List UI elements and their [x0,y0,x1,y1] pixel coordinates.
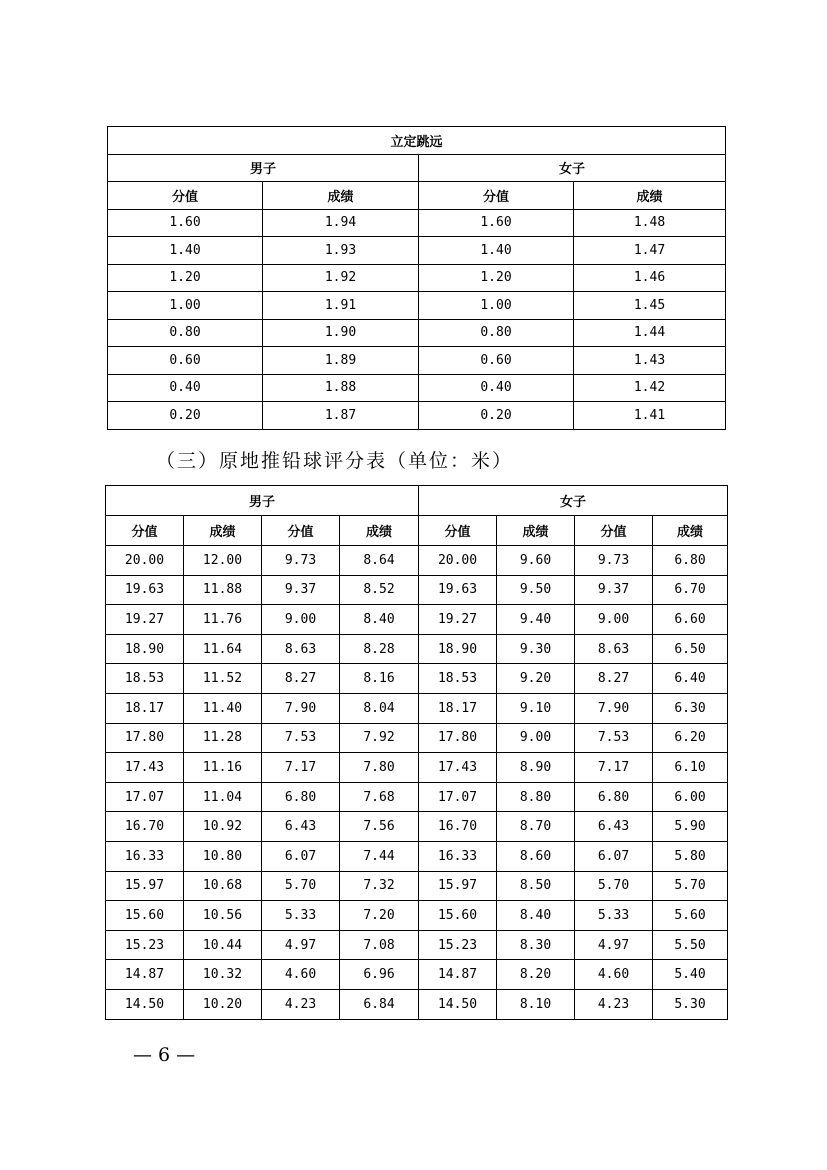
table-cell: 20.00 [106,546,184,576]
table-cell: 11.16 [184,753,262,783]
table-row [108,292,726,320]
table-row [106,782,728,812]
table-cell: 6.80 [653,546,728,576]
table-cell: 5.50 [653,930,728,960]
table-cell: 5.33 [575,901,653,931]
table-cell: 18.17 [419,693,497,723]
table-cell: 6.40 [653,664,728,694]
table-cell: 6.00 [653,782,728,812]
table-cell: 1.90 [263,319,419,347]
table-cell: 1.47 [574,237,726,265]
table-cell: 6.43 [262,812,340,842]
column-header: 分值 [575,516,653,546]
table-cell: 4.60 [262,960,340,990]
table-cell: 4.23 [575,989,653,1019]
table-cell: 8.70 [497,812,575,842]
table-cell: 10.44 [184,930,262,960]
table-cell: 10.32 [184,960,262,990]
table-cell: 1.41 [574,402,726,430]
table-cell: 6.84 [340,989,419,1019]
table-row [108,319,726,347]
table-cell: 8.90 [497,753,575,783]
table-cell: 8.64 [340,546,419,576]
table-cell: 4.97 [262,930,340,960]
table-cell: 10.92 [184,812,262,842]
table-cell: 1.60 [419,209,574,237]
table-cell: 4.23 [262,989,340,1019]
table-cell: 7.44 [340,841,419,871]
table-cell: 6.50 [653,634,728,664]
table-cell: 9.73 [575,546,653,576]
table-title: 立定跳远 [108,127,726,155]
group-header-female: 女子 [419,486,728,516]
column-header: 成绩 [184,516,262,546]
table-cell: 15.60 [419,901,497,931]
column-header: 成绩 [653,516,728,546]
table-cell: 5.70 [575,871,653,901]
table-cell: 7.32 [340,871,419,901]
standing-long-jump-table [107,126,726,430]
table-cell: 0.60 [108,347,263,375]
table-cell: 9.00 [497,723,575,753]
table-cell: 5.33 [262,901,340,931]
table-cell: 4.60 [575,960,653,990]
table-row [108,374,726,402]
table-cell: 9.40 [497,605,575,635]
column-header: 分值 [419,182,574,210]
shot-put-table [105,485,728,1020]
table-cell: 0.20 [419,402,574,430]
table-cell: 6.30 [653,693,728,723]
table-cell: 7.90 [575,693,653,723]
table-cell: 18.90 [106,634,184,664]
table-cell: 7.53 [575,723,653,753]
table-row [106,753,728,783]
table-cell: 8.10 [497,989,575,1019]
table-cell: 0.40 [419,374,574,402]
table-cell: 8.20 [497,960,575,990]
table-cell: 0.60 [419,347,574,375]
table-cell: 1.91 [263,292,419,320]
table-cell: 16.70 [419,812,497,842]
table-cell: 8.28 [340,634,419,664]
table-cell: 6.10 [653,753,728,783]
table-cell: 9.60 [497,546,575,576]
table-cell: 0.40 [108,374,263,402]
table-cell: 6.96 [340,960,419,990]
group-header-male: 男子 [108,154,419,182]
table-cell: 20.00 [419,546,497,576]
table-cell: 1.46 [574,264,726,292]
table-cell: 1.48 [574,209,726,237]
table-row [106,930,728,960]
table-cell: 1.44 [574,319,726,347]
table-cell: 10.56 [184,901,262,931]
page-number: — 6 — [133,1044,196,1066]
table-cell: 19.63 [419,575,497,605]
table-row [106,546,728,576]
table-cell: 7.20 [340,901,419,931]
table-row [106,871,728,901]
table-row [106,634,728,664]
table-cell: 0.80 [419,319,574,347]
column-header: 成绩 [263,182,419,210]
table-cell: 0.80 [108,319,263,347]
table-cell: 1.87 [263,402,419,430]
table-row [106,901,728,931]
column-header: 成绩 [574,182,726,210]
column-header: 分值 [262,516,340,546]
table-cell: 8.27 [262,664,340,694]
table-cell: 1.88 [263,374,419,402]
table-cell: 10.68 [184,871,262,901]
table-cell: 1.00 [419,292,574,320]
table-cell: 7.08 [340,930,419,960]
table-cell: 11.88 [184,575,262,605]
table-cell: 1.92 [263,264,419,292]
table-cell: 8.27 [575,664,653,694]
table-cell: 14.50 [106,989,184,1019]
table-row [106,723,728,753]
table-cell: 5.60 [653,901,728,931]
table-cell: 8.63 [262,634,340,664]
table-cell: 17.43 [106,753,184,783]
table-cell: 7.68 [340,782,419,812]
table-cell: 15.23 [106,930,184,960]
table-cell: 16.70 [106,812,184,842]
table-cell: 6.07 [262,841,340,871]
table-cell: 1.42 [574,374,726,402]
table-cell: 6.70 [653,575,728,605]
group-header-female: 女子 [419,154,726,182]
table-cell: 14.87 [419,960,497,990]
table-cell: 6.43 [575,812,653,842]
table-cell: 8.52 [340,575,419,605]
table-cell: 1.20 [108,264,263,292]
table-cell: 1.93 [263,237,419,265]
table-cell: 11.28 [184,723,262,753]
table-cell: 6.80 [575,782,653,812]
table-cell: 19.27 [419,605,497,635]
table-cell: 18.17 [106,693,184,723]
table-cell: 11.64 [184,634,262,664]
table-cell: 1.20 [419,264,574,292]
table-cell: 19.63 [106,575,184,605]
table-cell: 5.30 [653,989,728,1019]
table-cell: 8.40 [340,605,419,635]
table-row [106,605,728,635]
table-cell: 18.53 [106,664,184,694]
table-cell: 10.20 [184,989,262,1019]
table-cell: 17.43 [419,753,497,783]
table-cell: 1.40 [108,237,263,265]
table-cell: 9.20 [497,664,575,694]
table-row [108,402,726,430]
table-cell: 6.80 [262,782,340,812]
table-row [108,347,726,375]
table-cell: 7.56 [340,812,419,842]
table-cell: 7.53 [262,723,340,753]
table-cell: 5.70 [262,871,340,901]
table-cell: 8.16 [340,664,419,694]
table-cell: 1.60 [108,209,263,237]
table-cell: 5.80 [653,841,728,871]
table-row [108,264,726,292]
table-cell: 9.00 [262,605,340,635]
table-cell: 8.63 [575,634,653,664]
table-cell: 1.89 [263,347,419,375]
table-cell: 6.20 [653,723,728,753]
table-cell: 16.33 [106,841,184,871]
table-cell: 7.80 [340,753,419,783]
table-cell: 9.10 [497,693,575,723]
table-cell: 9.50 [497,575,575,605]
table-cell: 14.87 [106,960,184,990]
table-cell: 17.80 [419,723,497,753]
column-header: 分值 [108,182,263,210]
table-cell: 1.94 [263,209,419,237]
table-cell: 7.90 [262,693,340,723]
table-cell: 11.76 [184,605,262,635]
table-cell: 9.37 [262,575,340,605]
table-cell: 1.00 [108,292,263,320]
table-cell: 8.60 [497,841,575,871]
table-cell: 8.80 [497,782,575,812]
table-cell: 8.40 [497,901,575,931]
table-cell: 1.45 [574,292,726,320]
table-row [106,989,728,1019]
table-cell: 11.40 [184,693,262,723]
column-header: 分值 [419,516,497,546]
table-cell: 15.97 [419,871,497,901]
table-cell: 8.04 [340,693,419,723]
table-cell: 8.30 [497,930,575,960]
table-cell: 14.50 [419,989,497,1019]
table-cell: 7.17 [575,753,653,783]
table-cell: 4.97 [575,930,653,960]
table-cell: 7.17 [262,753,340,783]
table-cell: 5.70 [653,871,728,901]
table-cell: 0.20 [108,402,263,430]
table-cell: 15.60 [106,901,184,931]
table-cell: 6.60 [653,605,728,635]
table-cell: 15.97 [106,871,184,901]
section-heading: （三）原地推铅球评分表（单位：米） [156,450,514,472]
table-cell: 1.40 [419,237,574,265]
table-cell: 19.27 [106,605,184,635]
table-row [108,237,726,265]
table-cell: 9.37 [575,575,653,605]
column-header: 分值 [106,516,184,546]
table-cell: 6.07 [575,841,653,871]
table-cell: 9.30 [497,634,575,664]
table-cell: 11.52 [184,664,262,694]
table-row [108,209,726,237]
table-row [106,664,728,694]
table-cell: 17.07 [106,782,184,812]
table-cell: 17.07 [419,782,497,812]
table-row [106,575,728,605]
group-header-male: 男子 [106,486,419,516]
table-cell: 9.00 [575,605,653,635]
table-row [106,841,728,871]
table-row [106,693,728,723]
table-cell: 17.80 [106,723,184,753]
table-cell: 16.33 [419,841,497,871]
table-cell: 5.90 [653,812,728,842]
table-cell: 18.53 [419,664,497,694]
table-cell: 12.00 [184,546,262,576]
table-cell: 8.50 [497,871,575,901]
table-cell: 9.73 [262,546,340,576]
column-header: 成绩 [340,516,419,546]
table-cell: 1.43 [574,347,726,375]
table-cell: 5.40 [653,960,728,990]
table-cell: 18.90 [419,634,497,664]
table-cell: 15.23 [419,930,497,960]
table-cell: 7.92 [340,723,419,753]
table-row [106,812,728,842]
column-header: 成绩 [497,516,575,546]
table-cell: 11.04 [184,782,262,812]
table-cell: 10.80 [184,841,262,871]
table-row [106,960,728,990]
